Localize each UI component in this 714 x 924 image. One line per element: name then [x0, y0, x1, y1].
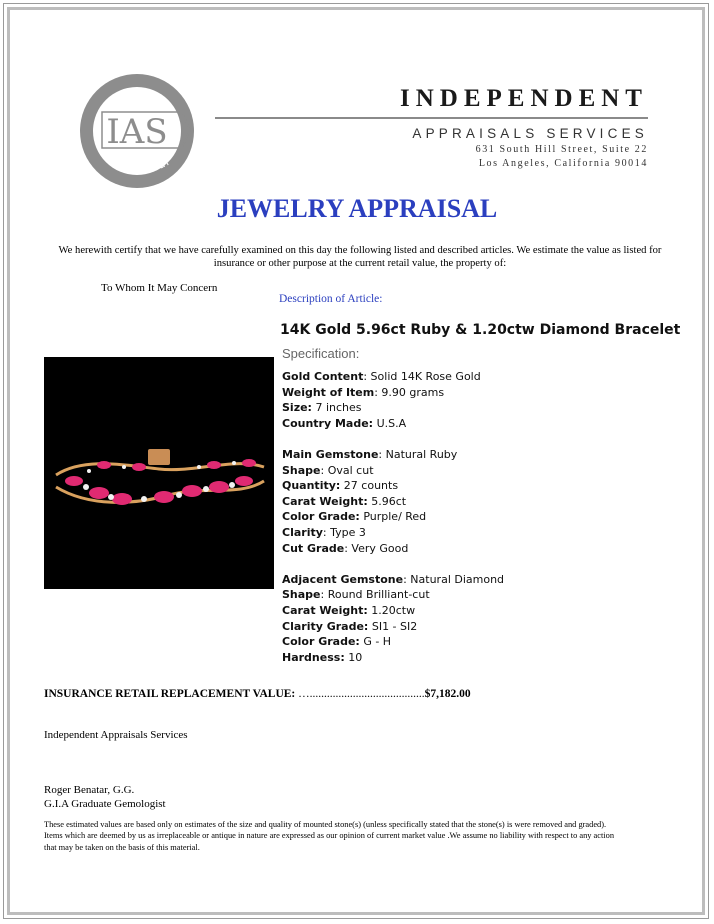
spec-hardness: Hardness: 10	[282, 650, 363, 664]
spec-country: Country Made: U.S.A	[282, 416, 407, 430]
address-line-2: Los Angeles, California 90014	[478, 158, 648, 169]
spec-main-shape: Shape: Oval cut	[282, 463, 374, 477]
insurance-dots: …........................................	[295, 688, 425, 700]
spec-adjacent-gemstone: Adjacent Gemstone: Natural Diamond	[282, 572, 505, 586]
spec-clarity: Clarity: Type 3	[282, 525, 366, 539]
svg-text:Appraisal: Appraisal	[112, 153, 172, 176]
spec-adjacent-color: Color Grade: G - H	[282, 635, 392, 649]
spec-weight: Weight of Item: 9.90 grams	[282, 385, 445, 399]
company-subtitle: APPRAISALS SERVICES	[412, 126, 648, 141]
document-title: JEWELRY APPRAISAL	[216, 194, 498, 223]
header-rule	[215, 117, 648, 119]
spec-main-carat: Carat Weight: 5.96ct	[282, 494, 407, 508]
item-title: 14K Gold 5.96ct Ruby & 1.20ctw Diamond Bracelet	[280, 322, 681, 338]
insurance-value: $7,182.00	[424, 688, 471, 700]
company-logo	[78, 72, 196, 190]
signer-company: Independent Appraisals Services	[44, 729, 188, 741]
spec-gold-content: Gold Content: Solid 14K Rose Gold	[282, 370, 481, 383]
address-line-1: 631 South Hill Street, Suite 22	[475, 144, 648, 155]
specification-list	[282, 369, 504, 665]
spec-cut-grade: Cut Grade: Very Good	[282, 541, 409, 555]
insurance-label: INSURANCE RETAIL REPLACEMENT VALUE:	[44, 688, 296, 700]
spec-main-gemstone: Main Gemstone: Natural Ruby	[282, 447, 458, 461]
spec-clarity-grade: Clarity Grade: SI1 - SI2	[282, 619, 418, 633]
signer-block	[44, 783, 166, 811]
description-label: Description of Article:	[279, 293, 383, 305]
recipient: To Whom It May Concern	[101, 282, 218, 294]
spec-size: Size: 7 inches	[282, 401, 362, 415]
spec-adjacent-carat: Carat Weight: 1.20ctw	[282, 603, 416, 617]
bracelet-photo	[44, 357, 274, 589]
specification-label: Specification:	[282, 346, 360, 361]
signer-title: G.I.A Graduate Gemologist	[44, 798, 166, 810]
spec-adjacent-shape: Shape: Round Brilliant-cut	[282, 588, 430, 602]
svg-text:IAS: IAS	[106, 112, 168, 152]
certification-text: We herewith certify that we have carefully examined on this day the following listed and described articles. We estimate the value as listed for insurance or other purpose at the current retail value, the property of:	[58, 245, 662, 269]
spec-quantity: Quantity: 27 counts	[282, 479, 399, 493]
signer-name: Roger Benatar, G.G.	[44, 784, 135, 796]
spec-main-color: Color Grade: Purple/ Red	[282, 510, 427, 524]
company-header	[215, 86, 648, 170]
company-name: INDEPENDENT	[400, 85, 648, 112]
disclaimer: These estimated values are based only on estimates of the size and quality of mounted stone(s) (unless specifically stated that the stone(s) is were removed and graded). Items which are deemed by us as irreplaceable or antique in nature are expressed as our opinion of current market value .We assume no liability with respect to any action that may be taken on the basis of this material.	[44, 820, 615, 852]
insurance-value-line	[44, 688, 471, 700]
